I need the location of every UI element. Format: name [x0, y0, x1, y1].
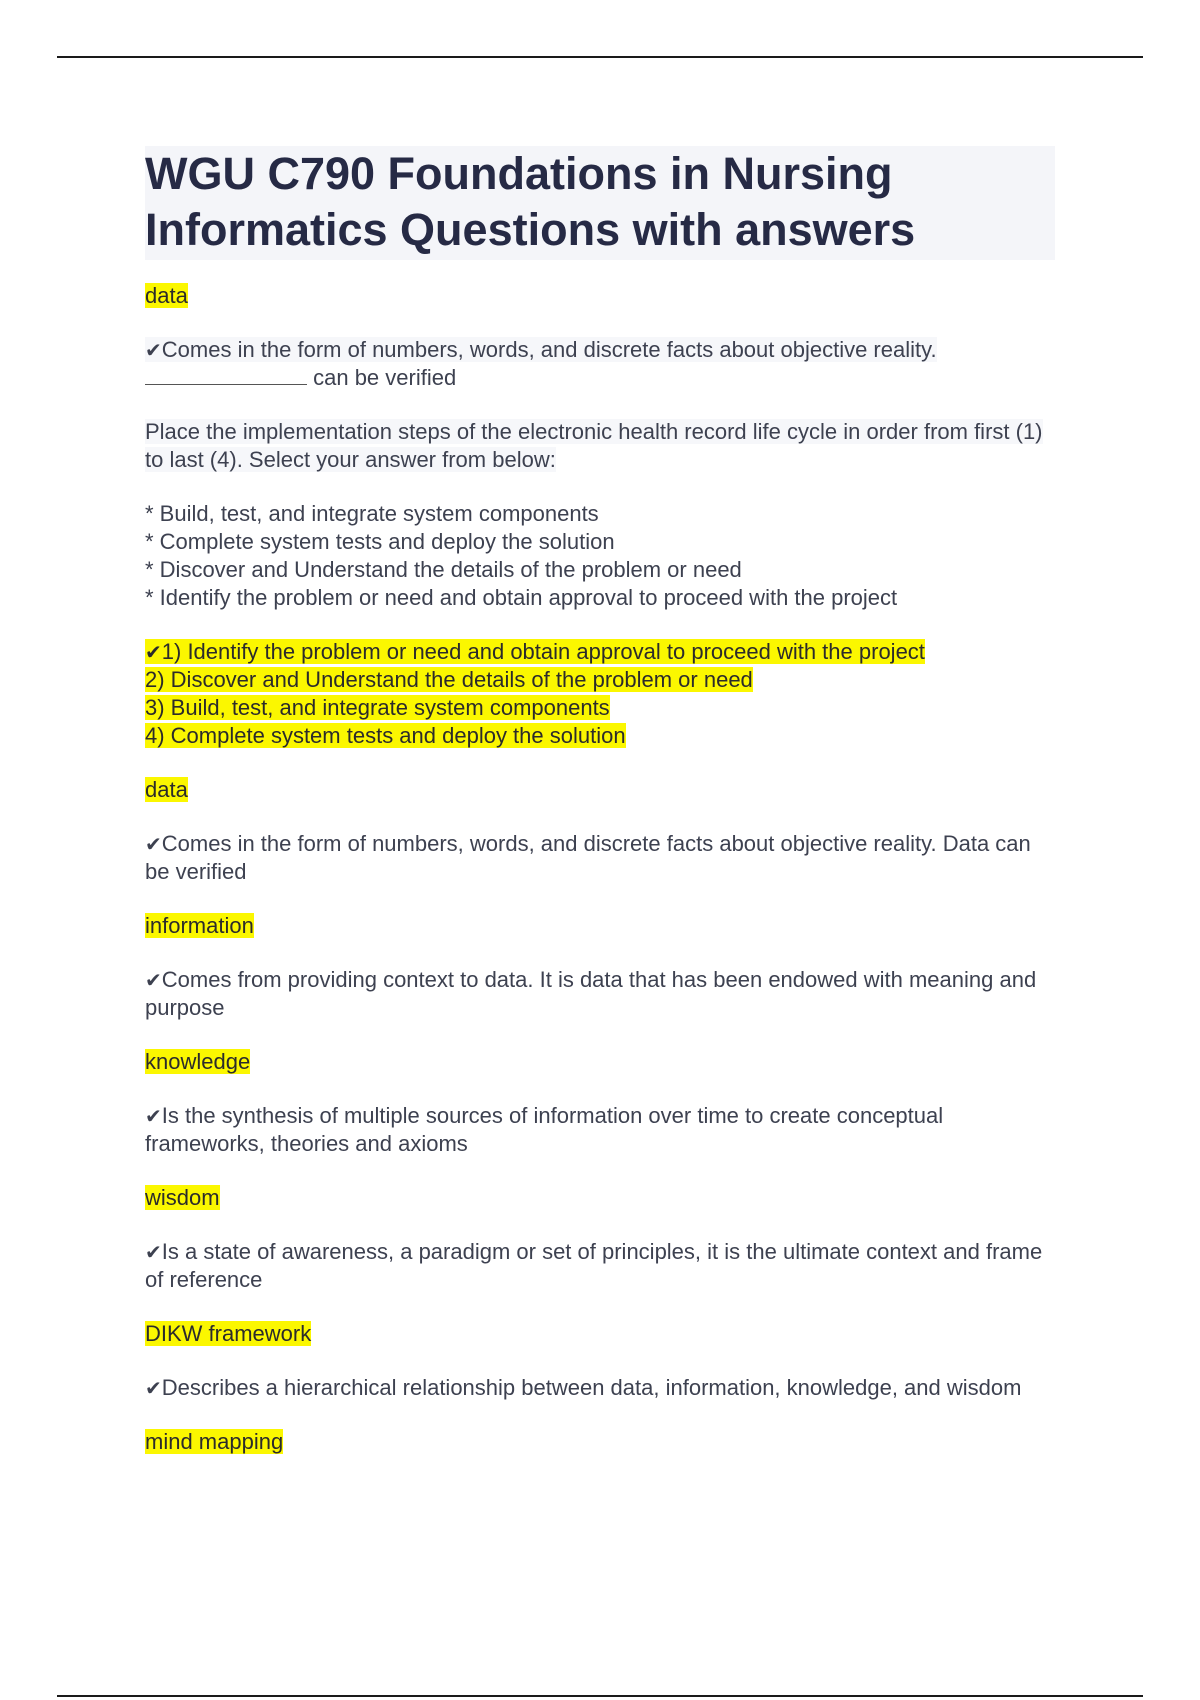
- check-icon: ✔: [145, 832, 162, 856]
- term-highlight: wisdom: [145, 1185, 220, 1210]
- option: * Build, test, and integrate system components: [145, 501, 599, 526]
- document-body: [145, 146, 1055, 1482]
- term: [145, 776, 1055, 804]
- answer-text: Comes in the form of numbers, words, and discrete facts about objective reality. Data can be verified: [145, 831, 1031, 884]
- term: [145, 282, 1055, 310]
- question-text: Place the implementation steps of the electronic health record life cycle in order from first (1) to last (4). Select your answer from below:: [145, 419, 1043, 472]
- answer-text: Is a state of awareness, a paradigm or set of principles, it is the ultimate context and frame of reference: [145, 1239, 1043, 1292]
- term-highlight: DIKW framework: [145, 1321, 312, 1346]
- option: * Complete system tests and deploy the solution: [145, 529, 615, 554]
- check-icon: ✔: [145, 1240, 162, 1264]
- term-highlight: data: [145, 777, 188, 802]
- term: [145, 1184, 1055, 1212]
- ordered-step: 4) Complete system tests and deploy the solution: [145, 723, 626, 748]
- term: [145, 1048, 1055, 1076]
- title-block: [145, 146, 1055, 260]
- term-highlight: data: [145, 283, 188, 308]
- ordered-step: 2) Discover and Understand the details of the problem or need: [145, 667, 753, 692]
- term-highlight: knowledge: [145, 1049, 251, 1074]
- check-icon: ✔: [145, 640, 162, 664]
- answer: [145, 1238, 1055, 1294]
- ordered-step: 1) Identify the problem or need and obtain approval to proceed with the project: [161, 639, 925, 664]
- answer-text: Describes a hierarchical relationship between data, information, knowledge, and wisdom: [161, 1375, 1022, 1400]
- options-list: [145, 500, 1055, 612]
- answer-text: Comes from providing context to data. It is data that has been endowed with meaning and purpose: [145, 967, 1037, 1020]
- option: * Identify the problem or need and obtain approval to proceed with the project: [145, 585, 898, 610]
- blank-line: [145, 366, 307, 385]
- title-line-1: WGU C790 Foundations in Nursing: [145, 148, 893, 199]
- answer-text: Is the synthesis of multiple sources of information over time to create conceptual frameworks, theories and axioms: [145, 1103, 944, 1156]
- answer-suffix: can be verified: [307, 365, 457, 390]
- answer: [145, 966, 1055, 1022]
- answer-text: Comes in the form of numbers, words, and discrete facts about objective reality.: [161, 337, 937, 362]
- answer: [145, 1374, 1055, 1402]
- ordered-answer: [145, 638, 1055, 750]
- bottom-rule: [57, 1695, 1143, 1697]
- check-icon: ✔: [145, 968, 162, 992]
- check-icon: ✔: [145, 1104, 162, 1128]
- answer: [145, 336, 1055, 392]
- term: [145, 912, 1055, 940]
- title-line-2: Informatics Questions with answers: [145, 204, 916, 255]
- term-highlight: information: [145, 913, 254, 938]
- answer: [145, 1102, 1055, 1158]
- ordered-step: 3) Build, test, and integrate system components: [145, 695, 610, 720]
- top-rule: [57, 56, 1143, 58]
- term-highlight: mind mapping: [145, 1429, 284, 1454]
- option: * Discover and Understand the details of the problem or need: [145, 557, 742, 582]
- term: [145, 1428, 1055, 1456]
- answer: [145, 830, 1055, 886]
- term: [145, 1320, 1055, 1348]
- document-title: [145, 146, 1055, 258]
- check-icon: ✔: [145, 338, 162, 362]
- check-icon: ✔: [145, 1376, 162, 1400]
